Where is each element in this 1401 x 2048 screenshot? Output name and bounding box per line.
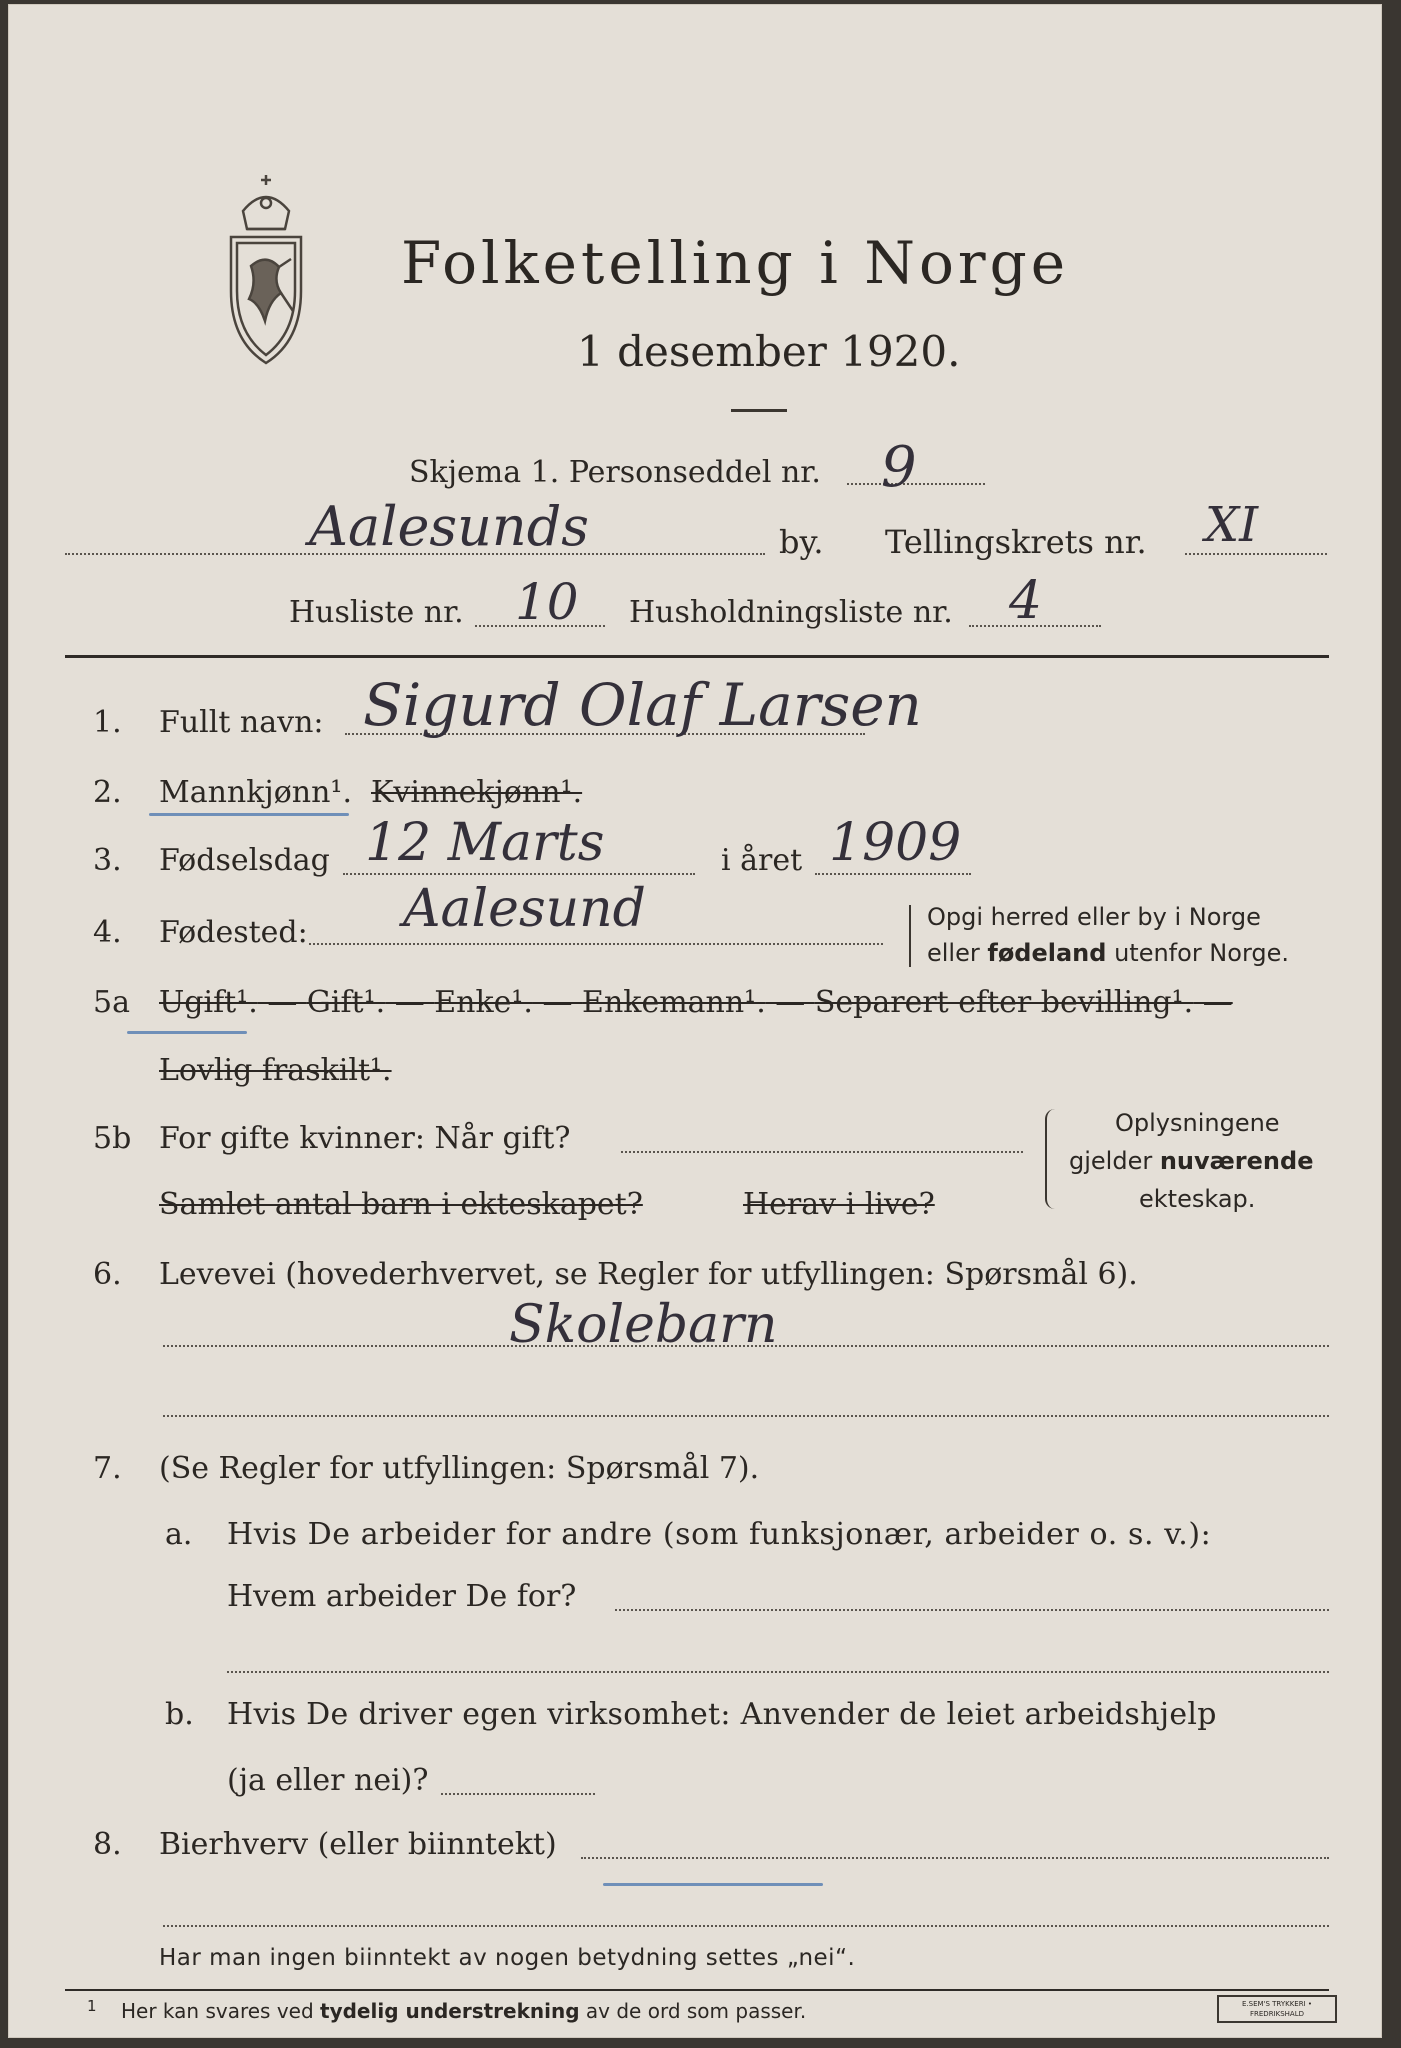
q6-field-line-2 bbox=[163, 1415, 1329, 1417]
q5b-number: 5b bbox=[93, 1121, 132, 1156]
q4-note-bracket bbox=[909, 905, 917, 967]
q4-field-line bbox=[309, 943, 883, 945]
q7-number: 7. bbox=[93, 1451, 122, 1486]
q4-label: Fødested: bbox=[159, 915, 308, 950]
q3-year-label: i året bbox=[721, 843, 803, 878]
q8-dash-mark bbox=[603, 1883, 823, 1886]
q7a-sub: Hvem arbeider De for? bbox=[227, 1579, 577, 1614]
q5b-note-part-a: gjelder bbox=[1069, 1147, 1160, 1175]
q8-note: Har man ingen biinntekt av nogen betydning settes „nei“. bbox=[159, 1945, 856, 1971]
by-value: Aalesunds bbox=[309, 495, 589, 558]
q8-label: Bierhverv (eller biinntekt) bbox=[159, 1827, 557, 1862]
q5a-separert: Separert efter bevilling¹. bbox=[814, 985, 1194, 1020]
footnote-text bbox=[121, 1999, 806, 2023]
q5b-note-line2 bbox=[1069, 1147, 1313, 1175]
q6-label: Levevei (hovederhvervet, se Regler for utfyllingen: Spørsmål 6). bbox=[159, 1257, 1138, 1292]
q4-number: 4. bbox=[93, 915, 122, 950]
q5a-gift: Gift¹. bbox=[306, 985, 386, 1020]
title-divider bbox=[731, 409, 787, 412]
q5a-enkemann: Enkemann¹. bbox=[582, 985, 766, 1020]
q5a-options bbox=[159, 985, 1233, 1020]
q8-field-line-1 bbox=[581, 1857, 1329, 1859]
husliste-value: 10 bbox=[515, 573, 579, 631]
census-form-page bbox=[8, 4, 1382, 2038]
header-rule bbox=[65, 655, 1329, 658]
footnote-part-c: av de ord som passer. bbox=[579, 1999, 807, 2023]
footnote-part-a: Her kan svares ved bbox=[121, 1999, 321, 2023]
q3-value: 12 Marts bbox=[365, 813, 605, 873]
footer-rule bbox=[65, 1989, 1329, 1991]
q2-number: 2. bbox=[93, 775, 122, 810]
q5a-sep5: — bbox=[1193, 985, 1233, 1020]
q5b-label: For gifte kvinner: Når gift? bbox=[159, 1121, 571, 1156]
q5a-sep2: — bbox=[385, 985, 435, 1020]
q7a-text: Hvis De arbeider for andre (som funksjonær, arbeider o. s. v.): bbox=[227, 1517, 1212, 1552]
tellingskrets-field-line bbox=[1185, 553, 1327, 555]
form-title: Folketelling i Norge bbox=[401, 229, 1070, 297]
q5a-sep4: — bbox=[765, 985, 815, 1020]
q7b-text: Hvis De driver egen virksomhet: Anvender de leiet arbeidshjelp bbox=[227, 1697, 1217, 1732]
q5a-ugift: Ugift¹. bbox=[159, 985, 258, 1020]
q4-value: Aalesund bbox=[403, 879, 646, 939]
by-label: by. bbox=[779, 523, 824, 561]
tellingskrets-value: XI bbox=[1205, 497, 1259, 553]
q5b-note-line3: ekteskap. bbox=[1139, 1185, 1256, 1213]
q6-value: Skolebarn bbox=[509, 1295, 778, 1355]
coat-of-arms-icon bbox=[221, 171, 311, 371]
q4-note-line1: Opgi herred eller by i Norge bbox=[927, 903, 1261, 931]
q5b-note-bracket bbox=[1045, 1109, 1059, 1209]
q5a-fraskilt: Lovlig fraskilt¹. bbox=[159, 1053, 392, 1088]
q7-label: (Se Regler for utfyllingen: Spørsmål 7). bbox=[159, 1451, 760, 1486]
q7a-number: a. bbox=[165, 1517, 193, 1552]
q1-number: 1. bbox=[93, 705, 122, 740]
q5a-sep3: — bbox=[532, 985, 583, 1020]
q7a-field-line-1 bbox=[615, 1609, 1329, 1611]
printer-stamp: E.SEM'S TRYKKERI • FREDRIKSHALD bbox=[1217, 1995, 1337, 2023]
q3-label: Fødselsdag bbox=[159, 843, 330, 878]
q7b-number: b. bbox=[165, 1697, 194, 1732]
q5b-note-part-b: nuværende bbox=[1159, 1147, 1314, 1175]
q2-underline-mark bbox=[149, 813, 349, 816]
q3-year-value: 1909 bbox=[829, 813, 962, 873]
q5b-alive: Herav i live? bbox=[743, 1187, 935, 1222]
q7b-sub: (ja eller nei)? bbox=[227, 1763, 429, 1798]
skjema-label: Skjema 1. Personseddel nr. bbox=[409, 455, 821, 490]
q6-number: 6. bbox=[93, 1257, 122, 1292]
q7a-field-line-2 bbox=[227, 1671, 1329, 1673]
q3-day-field-line bbox=[343, 873, 695, 875]
q2-male-option: Mannkjønn¹. bbox=[159, 775, 352, 810]
footnote-mark: 1 bbox=[87, 1997, 97, 2015]
q8-number: 8. bbox=[93, 1827, 122, 1862]
husholdning-label: Husholdningsliste nr. bbox=[629, 595, 953, 630]
q4-note-part-c: utenfor Norge. bbox=[1106, 939, 1290, 967]
skjema-value: 9 bbox=[881, 435, 917, 500]
q1-label: Fullt navn: bbox=[159, 705, 324, 740]
q7b-field-line bbox=[441, 1793, 595, 1795]
husliste-label: Husliste nr. bbox=[289, 595, 464, 630]
q5b-note-line1: Oplysningene bbox=[1115, 1109, 1280, 1137]
q4-note-part-b: fødeland bbox=[987, 939, 1107, 967]
q5a-number: 5a bbox=[93, 985, 130, 1020]
q8-field-line-2 bbox=[163, 1925, 1329, 1927]
q4-note-part-a: eller bbox=[927, 939, 988, 967]
q4-note-line2 bbox=[927, 939, 1289, 967]
q5b-children: Samlet antal barn i ekteskapet? bbox=[159, 1187, 643, 1222]
q3-number: 3. bbox=[93, 843, 122, 878]
form-date: 1 desember 1920. bbox=[577, 327, 961, 376]
q5b-when-field-line bbox=[621, 1151, 1023, 1153]
footnote-part-b: tydelig understrekning bbox=[320, 1999, 580, 2023]
q1-value: Sigurd Olaf Larsen bbox=[363, 671, 922, 739]
q2-female-option: Kvinnekjønn¹. bbox=[371, 775, 583, 810]
q5a-sep1: — bbox=[257, 985, 307, 1020]
husholdning-value: 4 bbox=[1009, 571, 1043, 631]
q3-year-field-line bbox=[815, 873, 971, 875]
tellingskrets-label: Tellingskrets nr. bbox=[885, 523, 1147, 561]
q5a-underline-mark bbox=[127, 1031, 247, 1034]
q5a-enke: Enke¹. bbox=[434, 985, 533, 1020]
